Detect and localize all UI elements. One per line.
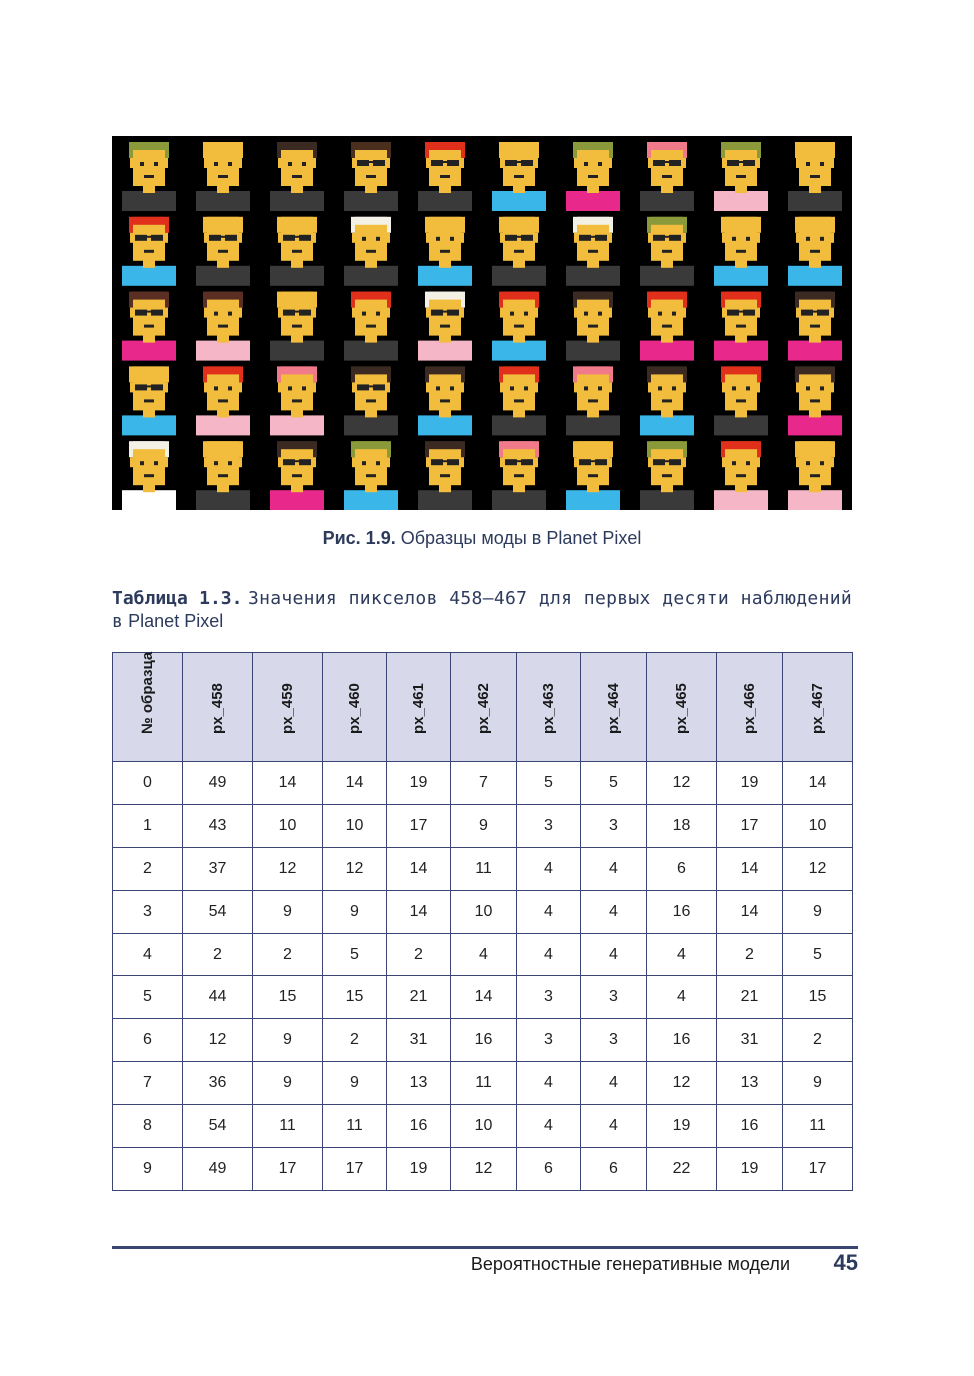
avatar <box>270 142 324 211</box>
table-cell: 19 <box>647 1105 717 1148</box>
column-header-label: px_463 <box>539 683 557 734</box>
footer-title: Вероятностные генеративные модели <box>470 1254 790 1274</box>
table-row <box>113 804 853 847</box>
avatar <box>196 366 250 435</box>
table-cell: 4 <box>581 847 647 890</box>
table-cell: 9 <box>451 804 517 847</box>
avatar <box>344 217 398 286</box>
table-cell: 5 <box>323 933 387 976</box>
table-cell: 2 <box>387 933 451 976</box>
avatar <box>640 142 694 211</box>
avatar <box>492 142 546 211</box>
avatar <box>640 217 694 286</box>
table-cell: 4 <box>647 933 717 976</box>
avatar <box>492 366 546 435</box>
table-cell: 15 <box>253 976 323 1019</box>
avatar <box>714 366 768 435</box>
figure-caption <box>112 528 852 549</box>
table-cell: 17 <box>783 1148 853 1191</box>
table-cell: 19 <box>717 762 783 805</box>
avatar <box>196 441 250 510</box>
avatar <box>196 142 250 211</box>
table-cell: 11 <box>451 847 517 890</box>
column-header <box>783 653 853 762</box>
table-cell: 11 <box>783 1105 853 1148</box>
table-cell: 14 <box>253 762 323 805</box>
avatar <box>714 441 768 510</box>
table-cell: 14 <box>783 762 853 805</box>
table-cell: 16 <box>387 1105 451 1148</box>
avatar <box>122 217 176 286</box>
table-cell: 12 <box>783 847 853 890</box>
planet-pixel-figure <box>112 136 852 510</box>
table-cell: 2 <box>113 847 183 890</box>
table-cell: 4 <box>451 933 517 976</box>
avatar <box>122 441 176 510</box>
column-header <box>183 653 253 762</box>
table-cell: 14 <box>323 762 387 805</box>
table-cell: 54 <box>183 1105 253 1148</box>
avatar <box>492 292 546 361</box>
pixel-values-table <box>112 652 853 1191</box>
column-header <box>717 653 783 762</box>
table-cell: 5 <box>581 762 647 805</box>
avatar <box>714 142 768 211</box>
table-cell: 2 <box>323 1019 387 1062</box>
table-cell: 4 <box>113 933 183 976</box>
table-cell: 43 <box>183 804 253 847</box>
column-header-label: px_460 <box>345 683 363 734</box>
column-header <box>387 653 451 762</box>
column-header <box>517 653 581 762</box>
table-cell: 49 <box>183 1148 253 1191</box>
table-cell: 6 <box>113 1019 183 1062</box>
column-header <box>451 653 517 762</box>
table-cell: 4 <box>581 1105 647 1148</box>
column-header-label: № образца <box>138 651 156 734</box>
table-row <box>113 933 853 976</box>
table-cell: 12 <box>253 847 323 890</box>
table-caption-label: Таблица 1.3. <box>112 588 243 609</box>
table-cell: 16 <box>647 890 717 933</box>
table-cell: 37 <box>183 847 253 890</box>
table-cell: 0 <box>113 762 183 805</box>
table-cell: 4 <box>581 933 647 976</box>
table-cell: 9 <box>113 1148 183 1191</box>
column-header-label: px_462 <box>474 683 492 734</box>
table-cell: 19 <box>717 1148 783 1191</box>
figure-caption-label: Рис. 1.9. <box>322 528 396 548</box>
column-header-label: px_467 <box>808 683 826 734</box>
table-cell: 14 <box>451 976 517 1019</box>
table-cell: 4 <box>517 847 581 890</box>
table-cell: 4 <box>517 1105 581 1148</box>
avatar <box>344 366 398 435</box>
avatar <box>714 217 768 286</box>
table-cell: 54 <box>183 890 253 933</box>
table-cell: 3 <box>517 1019 581 1062</box>
table-cell: 7 <box>451 762 517 805</box>
avatar <box>196 292 250 361</box>
table-cell: 16 <box>717 1105 783 1148</box>
table-cell: 5 <box>517 762 581 805</box>
table-cell: 4 <box>517 1062 581 1105</box>
table-caption-text: Значения пикселов 458–467 для первых десяти наблюдений в <box>112 588 852 632</box>
table-cell: 22 <box>647 1148 717 1191</box>
table-cell: 6 <box>647 847 717 890</box>
column-header-label: px_458 <box>208 683 226 734</box>
table-cell: 10 <box>451 890 517 933</box>
table-cell: 19 <box>387 1148 451 1191</box>
table-cell: 12 <box>451 1148 517 1191</box>
avatar <box>788 366 842 435</box>
avatar <box>566 142 620 211</box>
table-cell: 9 <box>323 890 387 933</box>
column-header-label: px_465 <box>672 683 690 734</box>
figure-caption-text: Образцы моды в Planet Pixel <box>400 528 642 548</box>
table-cell: 3 <box>581 976 647 1019</box>
avatar <box>566 366 620 435</box>
avatar <box>122 142 176 211</box>
avatar <box>788 217 842 286</box>
avatar <box>270 441 324 510</box>
table-cell: 12 <box>323 847 387 890</box>
table-cell: 17 <box>717 804 783 847</box>
table-row <box>113 976 853 1019</box>
column-header-label: px_461 <box>409 683 427 734</box>
column-header <box>581 653 647 762</box>
avatar <box>640 441 694 510</box>
table-cell: 17 <box>323 1148 387 1191</box>
avatar <box>418 366 472 435</box>
table-cell: 9 <box>783 890 853 933</box>
table-cell: 15 <box>323 976 387 1019</box>
table-cell: 14 <box>387 890 451 933</box>
avatar <box>418 292 472 361</box>
avatar <box>788 292 842 361</box>
table-cell: 15 <box>783 976 853 1019</box>
table-cell: 6 <box>517 1148 581 1191</box>
table-cell: 14 <box>717 847 783 890</box>
table-cell: 9 <box>253 1019 323 1062</box>
table-body <box>113 762 853 1191</box>
table-cell: 16 <box>451 1019 517 1062</box>
table-cell: 11 <box>451 1062 517 1105</box>
table-cell: 8 <box>113 1105 183 1148</box>
table-cell: 6 <box>581 1148 647 1191</box>
table-cell: 13 <box>387 1062 451 1105</box>
avatar <box>640 292 694 361</box>
table-cell: 31 <box>717 1019 783 1062</box>
avatar <box>788 441 842 510</box>
avatar <box>122 366 176 435</box>
avatar <box>492 217 546 286</box>
table-caption-tail: Planet Pixel <box>128 611 224 631</box>
table-cell: 17 <box>253 1148 323 1191</box>
table-row <box>113 1105 853 1148</box>
table-cell: 9 <box>253 1062 323 1105</box>
avatar <box>714 292 768 361</box>
table-cell: 17 <box>387 804 451 847</box>
table-cell: 4 <box>517 890 581 933</box>
table-cell: 12 <box>647 762 717 805</box>
table-cell: 16 <box>647 1019 717 1062</box>
column-header <box>647 653 717 762</box>
table-cell: 12 <box>183 1019 253 1062</box>
table-row <box>113 847 853 890</box>
table-row <box>113 1062 853 1105</box>
avatar <box>492 441 546 510</box>
table-cell: 14 <box>717 890 783 933</box>
table-cell: 3 <box>581 804 647 847</box>
avatar <box>344 142 398 211</box>
table-cell: 9 <box>323 1062 387 1105</box>
table-cell: 2 <box>253 933 323 976</box>
avatar <box>788 142 842 211</box>
avatar <box>270 217 324 286</box>
table-cell: 19 <box>387 762 451 805</box>
table-cell: 4 <box>581 890 647 933</box>
table-row <box>113 762 853 805</box>
table-cell: 2 <box>183 933 253 976</box>
table-cell: 36 <box>183 1062 253 1105</box>
table-cell: 1 <box>113 804 183 847</box>
avatar <box>270 292 324 361</box>
avatar <box>196 217 250 286</box>
table-cell: 11 <box>323 1105 387 1148</box>
table-cell: 21 <box>717 976 783 1019</box>
table-cell: 10 <box>253 804 323 847</box>
avatar <box>270 366 324 435</box>
table-cell: 4 <box>517 933 581 976</box>
table-cell: 3 <box>517 976 581 1019</box>
table-row <box>113 1019 853 1062</box>
table-caption <box>112 587 852 633</box>
page-number: 45 <box>833 1250 858 1275</box>
table-row <box>113 1148 853 1191</box>
column-header-label: px_459 <box>278 683 296 734</box>
avatar <box>344 292 398 361</box>
table-cell: 10 <box>323 804 387 847</box>
avatar <box>122 292 176 361</box>
pixel-avatars-grid-icon <box>112 136 852 510</box>
table-cell: 10 <box>451 1105 517 1148</box>
table-header-row <box>113 653 853 762</box>
table-cell: 31 <box>387 1019 451 1062</box>
table-cell: 11 <box>253 1105 323 1148</box>
avatar <box>418 142 472 211</box>
column-header-label: px_466 <box>740 683 758 734</box>
table-cell: 44 <box>183 976 253 1019</box>
footer-rule <box>112 1246 858 1249</box>
table-cell: 5 <box>113 976 183 1019</box>
column-header <box>113 653 183 762</box>
table-cell: 4 <box>581 1062 647 1105</box>
table-cell: 10 <box>783 804 853 847</box>
table-cell: 18 <box>647 804 717 847</box>
table-cell: 49 <box>183 762 253 805</box>
avatar <box>640 366 694 435</box>
table-cell: 5 <box>783 933 853 976</box>
table-cell: 9 <box>783 1062 853 1105</box>
table-cell: 3 <box>517 804 581 847</box>
table-cell: 2 <box>783 1019 853 1062</box>
avatar <box>418 441 472 510</box>
table-cell: 3 <box>581 1019 647 1062</box>
avatar <box>566 217 620 286</box>
table-cell: 9 <box>253 890 323 933</box>
column-header <box>253 653 323 762</box>
table-cell: 7 <box>113 1062 183 1105</box>
table-row <box>113 890 853 933</box>
avatar <box>344 441 398 510</box>
avatar <box>566 292 620 361</box>
avatar <box>418 217 472 286</box>
column-header-label: px_464 <box>604 683 622 734</box>
table-cell: 3 <box>113 890 183 933</box>
table-cell: 12 <box>647 1062 717 1105</box>
avatar <box>566 441 620 510</box>
table-cell: 2 <box>717 933 783 976</box>
table-cell: 21 <box>387 976 451 1019</box>
table-cell: 13 <box>717 1062 783 1105</box>
table-cell: 14 <box>387 847 451 890</box>
column-header <box>323 653 387 762</box>
table-cell: 4 <box>647 976 717 1019</box>
